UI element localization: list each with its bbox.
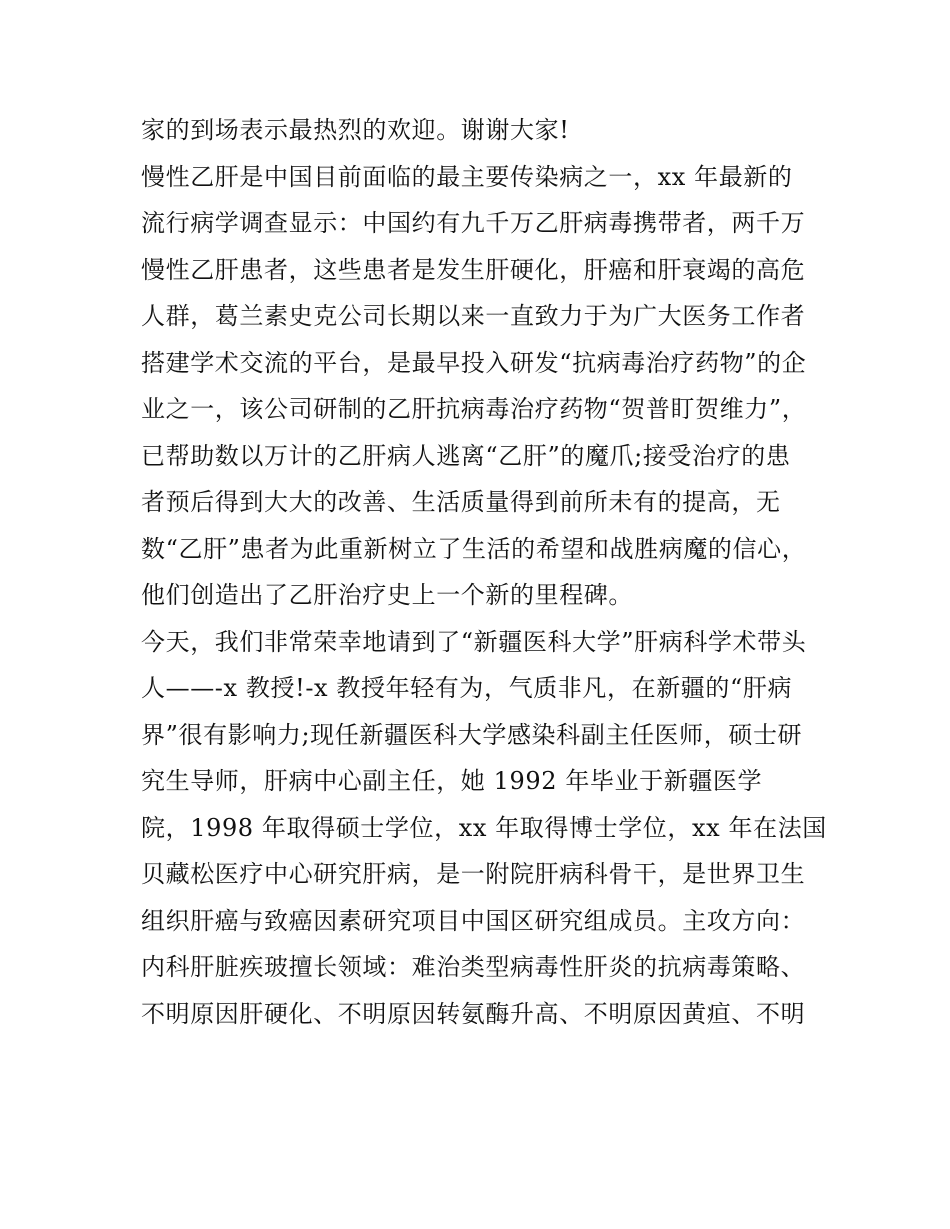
text-line: 组织肝癌与致癌因素研究项目中国区研究组成员。主攻方向： bbox=[141, 906, 806, 935]
document-body bbox=[141, 107, 827, 1037]
text-line: 人群，葛兰素史克公司长期以来一直致力于为广大医务工作者 bbox=[141, 302, 806, 330]
text-line: 今天，我们非常荣幸地请到了“新疆医科大学”肝病科学术带头 bbox=[141, 627, 807, 656]
text-line: 究生导师，肝病中心副主任，她 1992 年毕业于新疆医学 bbox=[141, 767, 763, 795]
text-line: 院，1998 年取得硕士学位，xx 年取得博士学位，xx 年在法国 bbox=[141, 813, 827, 842]
text-line: 数“乙肝”患者为此重新树立了生活的希望和战胜病魔的信心， bbox=[141, 534, 807, 563]
text-line: 家的到场表示最热烈的欢迎。谢谢大家! bbox=[141, 116, 570, 144]
text-line: 不明原因肝硬化、不明原因转氨酶升高、不明原因黄疸、不明 bbox=[141, 999, 806, 1028]
text-line: 贝藏松医疗中心研究肝病，是一附院肝病科骨干，是世界卫生 bbox=[141, 860, 806, 888]
text-line: 界”很有影响力;现任新疆医科大学感染科副主任医师，硕士研 bbox=[141, 720, 803, 749]
text-line: 者预后得到大大的改善、生活质量得到前所未有的提高，无 bbox=[141, 488, 781, 516]
text-line: 慢性乙肝患者，这些患者是发生肝硬化，肝癌和肝衰竭的高危 bbox=[141, 255, 806, 284]
text-line: 流行病学调查显示：中国约有九千万乙肝病毒携带者，两千万 bbox=[141, 209, 806, 237]
text-line: 人——-x 教授!-x 教授年轻有为，气质非凡，在新疆的“肝病 bbox=[141, 674, 793, 702]
text-line: 他们创造出了乙肝治疗史上一个新的里程碑。 bbox=[141, 581, 633, 609]
text-line: 已帮助数以万计的乙肝病人逃离“乙肝”的魔爪;接受治疗的患 bbox=[141, 441, 791, 470]
text-line: 搭建学术交流的平台，是最早投入研发“抗病毒治疗药物”的企 bbox=[141, 348, 807, 377]
text-line: 内科肝脏疾玻擅长领域：难治类型病毒性肝炎的抗病毒策略、 bbox=[141, 953, 806, 981]
text-line: 业之一，该公司研制的乙肝抗病毒治疗药物“贺普盯贺维力”， bbox=[141, 395, 807, 423]
text-line: 慢性乙肝是中国目前面临的最主要传染病之一，xx 年最新的 bbox=[141, 162, 793, 191]
